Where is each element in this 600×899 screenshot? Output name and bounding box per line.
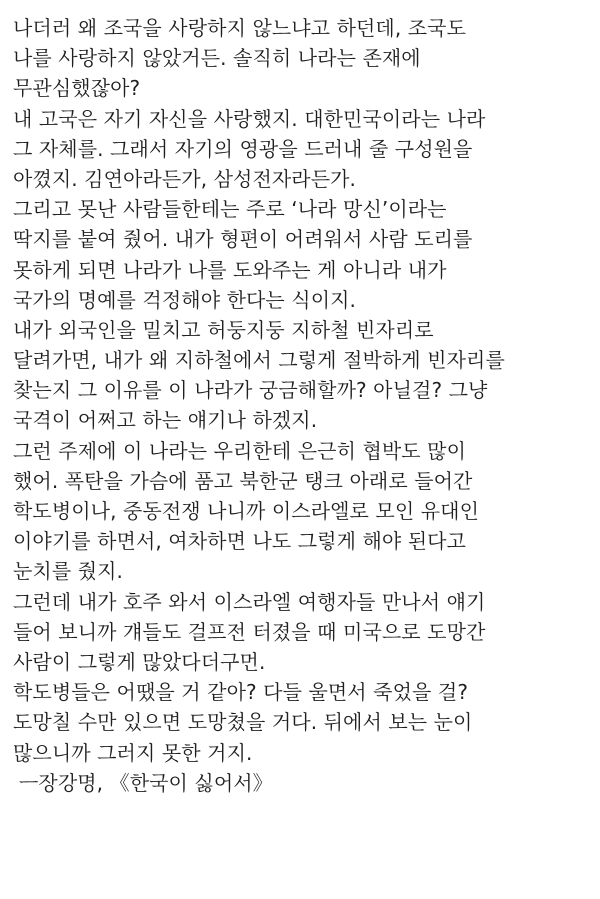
quote-line: 학도병들은 어땠을 거 같아? 다들 울면서 죽었을 걸? [13,680,469,705]
quote-line: 그런데 내가 호주 와서 이스라엘 여행자들 만나서 얘기 [13,589,486,614]
quote-line: 무관심했잖아? [13,76,141,101]
quote-line: 했어. 폭탄을 가슴에 품고 북한군 탱크 아래로 들어간 [13,468,473,493]
quote-line: 도망칠 수만 있으면 도망쳤을 거다. 뒤에서 보는 눈이 [13,710,473,735]
quote-line: 못하게 되면 나라가 나를 도와주는 게 아니라 내가 [13,257,447,282]
quote-line: 아꼈지. 김연아라든가, 삼성전자라든가. [13,166,357,191]
quote-line: 나를 사랑하지 않았거든. 솔직히 나라는 존재에 [13,46,421,71]
quote-line: 이야기를 하면서, 여차하면 나도 그렇게 해야 된다고 [13,529,467,554]
quote-line: 국가의 명예를 걱정해야 한다는 식이지. [13,287,357,312]
quote-line: 눈치를 줬지. [13,559,124,584]
quote-line: 들어 보니까 걔들도 걸프전 터졌을 때 미국으로 도망간 [13,619,486,644]
quote-line: 찾는지 그 이유를 이 나라가 궁금해할까? 아닐걸? 그냥 [13,378,488,403]
quote-line: 그리고 못난 사람들한테는 주로 ‘나라 망신’이라는 [13,197,447,222]
quote-line: 달려가면, 내가 왜 지하철에서 그렇게 절박하게 빈자리를 [13,348,505,373]
quote-line: 그 자체를. 그래서 자기의 영광을 드러내 줄 구성원을 [13,136,473,161]
quote-line: 딱지를 붙여 줬어. 내가 형편이 어려워서 사람 도리를 [13,227,473,252]
quote-line: 국격이 어쩌고 하는 얘기나 하겠지. [13,408,318,433]
quote-line: 그런 주제에 이 나라는 우리한테 은근히 협박도 많이 [13,438,467,463]
quote-line: 많으니까 그러지 못한 거지. [13,740,253,765]
quote-text-block [13,13,593,798]
quote-line: 나더러 왜 조국을 사랑하지 않느냐고 하던데, 조국도 [13,16,467,40]
quote-attribution: ㅡ장강명, 《한국이 싫어서》 [19,770,273,795]
quote-line: 내가 외국인을 밀치고 허둥지둥 지하철 빈자리로 [13,317,434,342]
quote-line: 학도병이나, 중동전쟁 나니까 이스라엘로 모인 유대인 [13,499,479,523]
quote-line: 내 고국은 자기 자신을 사랑했지. 대한민국이라는 나라 [13,106,486,131]
quote-line: 사람이 그렇게 많았다더구먼. [13,649,266,674]
